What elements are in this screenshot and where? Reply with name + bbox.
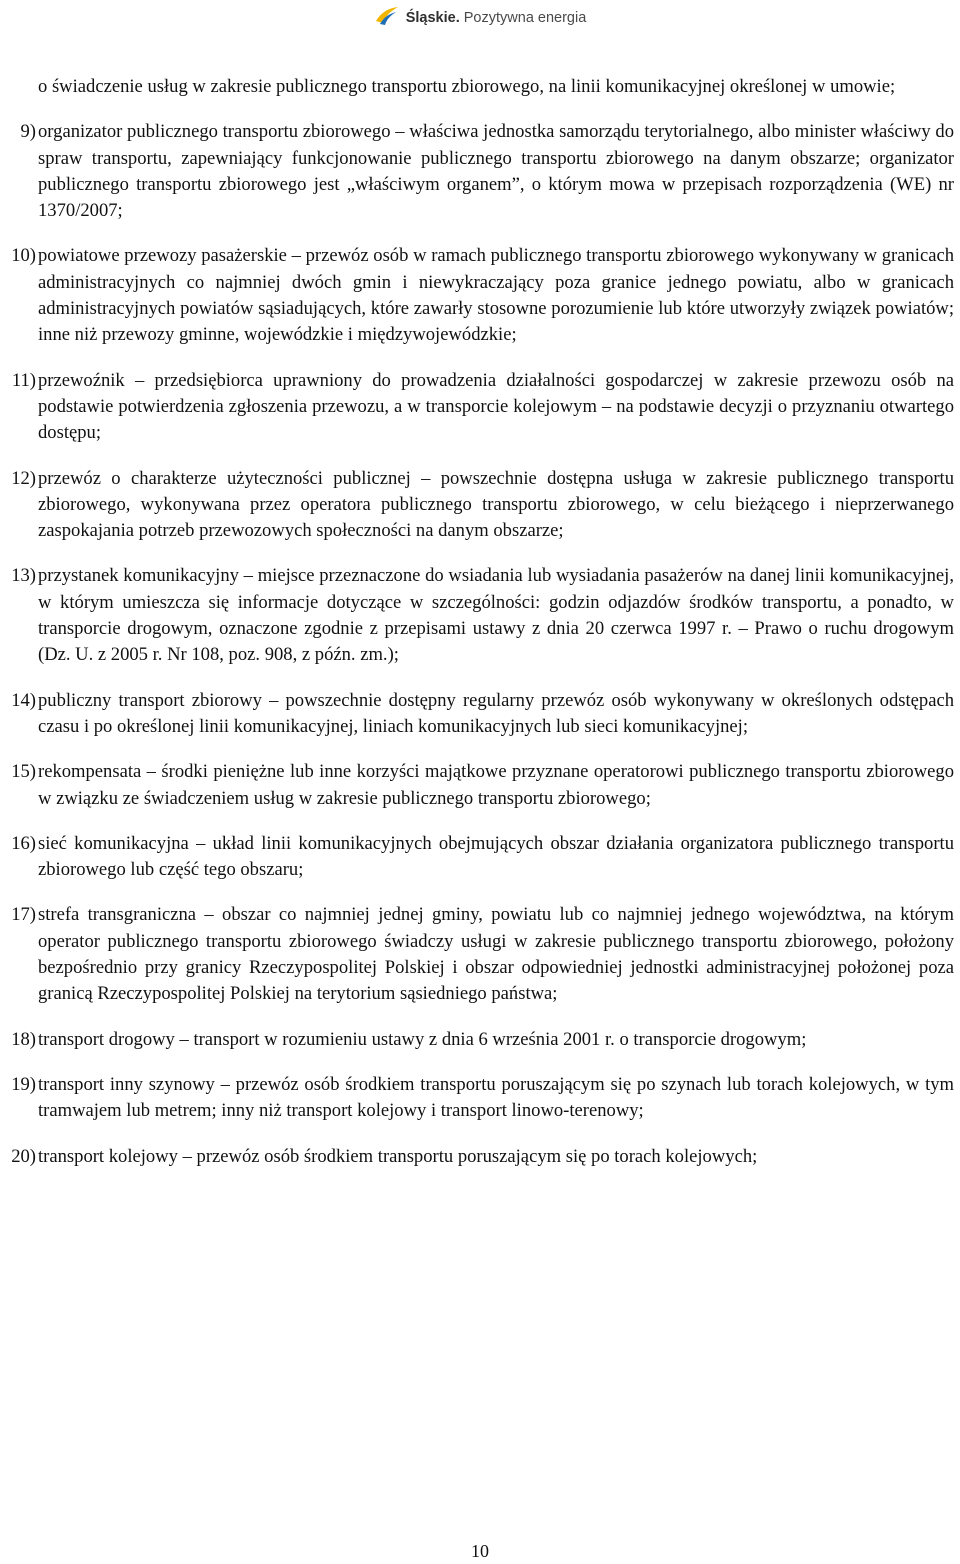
lead-paragraph: o świadczenie usług w zakresie publicznego transportu zbiorowego, na linii komunikacyjnej określonej w umowie;	[38, 76, 896, 97]
item-number: 17)	[11, 904, 36, 926]
list-item	[11, 1027, 954, 1053]
brand-logo	[406, 10, 587, 26]
item-text: transport drogowy – transport w rozumieniu ustawy z dnia 6 września 2001 r. o transporcie drogowym;	[38, 1028, 807, 1050]
item-text: transport kolejowy – przewóz osób środkiem transportu poruszającym się po torach kolejowych;	[38, 1145, 758, 1167]
list-item	[11, 563, 954, 668]
item-number: 11)	[11, 369, 36, 391]
item-text: transport inny szynowy – przewóz osób środkiem transportu poruszającym się po szynach lub torach kolejowych, w tym tramwajem lub metrem; inny niż transport kolejowy i transport linowo-terenowy;	[38, 1073, 954, 1122]
list-item	[11, 688, 954, 741]
list-item	[11, 243, 954, 348]
page-header	[0, 6, 960, 30]
bird-logo-icon	[374, 5, 400, 32]
list-item	[11, 759, 954, 812]
item-number: 12)	[11, 467, 36, 489]
item-text: organizator publicznego transportu zbiorowego – właściwa jednostka samorządu terytorialnego, albo minister właściwy do spraw transportu, zapewniający funkcjonowanie publicznego transportu zbiorowego na danym obszarze; organizator publicznego transportu zbiorowego jest „właściwym organem”, o którym mowa w przepisach rozporządzenia (WE) nr 1370/2007;	[38, 121, 954, 222]
item-number: 20)	[11, 1145, 36, 1167]
list-item	[20, 119, 954, 224]
item-text: sieć komunikacyjna – układ linii komunikacyjnych obejmujących obszar działania organizatora publicznego transportu zbiorowego lub część tego obszaru;	[38, 832, 954, 881]
item-text: rekompensata – środki pieniężne lub inne korzyści majątkowe przyznane operatorowi publicznego transportu zbiorowego w związku ze świadczeniem usług w zakresie publicznego transportu zbiorowego;	[38, 761, 954, 809]
item-text: strefa transgraniczna – obszar co najmniej jednej gminy, powiatu lub co najmniej jednego województwa, na którym operator publicznego transportu zbiorowego świadczy usługi w zakresie publicznego transportu zbiorowego, położony bezpośrednio przy granicy Rzeczypospolitej Polskiej i obszar odpowiedniej jednostki administracyjnej położonej poza granicą Rzeczypospolitej Polskiej na terytorium sąsiedniego państwa;	[38, 904, 954, 1005]
item-number: 16)	[11, 832, 36, 854]
item-text: przystanek komunikacyjny – miejsce przeznaczone do wsiadania lub wysiadania pasażerów na danej linii komunikacyjnej, w którym umieszcza się informacje dotyczące w szczególności: godzin odjazdów środków transportu, a ponadto, w transporcie drogowym, oznaczone zgodnie z przepisami ustawy z dnia 20 czerwca 1997 r. – Prawo o ruchu drogowym (Dz. U. z 2005 r. Nr 108, poz. 908, z późn. zm.);	[38, 565, 954, 666]
brand-tagline: Pozytywna energia	[463, 10, 587, 26]
item-number: 15)	[11, 761, 36, 783]
item-number: 13)	[11, 565, 36, 587]
item-text: przewóz o charakterze użyteczności publicznej – powszechnie dostępna usługa w zakresie publicznego transportu zbiorowego, wykonywana przez operatora publicznego transportu zbiorowego, w celu bieżącego i nieprzerwanego zaspokajania potrzeb przewozowych społeczności na danym obszarze;	[38, 467, 954, 542]
page-number: 10	[471, 1541, 489, 1561]
list-item	[11, 466, 954, 545]
list-item	[11, 902, 954, 1007]
item-text: powiatowe przewozy pasażerskie – przewóz osób w ramach publicznego transportu zbiorowego wykonywany w granicach administracyjnych co najmniej dwóch gmin i niewykraczający poza granice jednego powiatu, albo w granicach administracyjnych powiatów sąsiadujących, które zawarły stosowne porozumienie lub które utworzyły związek powiatów; inne niż przewozy gminne, wojewódzkie i międzywojewódzkie;	[38, 245, 954, 346]
item-number: 14)	[11, 689, 36, 711]
item-number: 10)	[11, 245, 36, 267]
document-body	[11, 74, 954, 1170]
list-item	[11, 1144, 954, 1170]
list-item	[11, 368, 954, 447]
list-item	[11, 831, 954, 884]
brand-name: Śląskie.	[405, 10, 460, 26]
item-number: 18)	[11, 1028, 36, 1050]
item-text: publiczny transport zbiorowy – powszechnie dostępny regularny przewóz osób wykonywany w określonych odstępach czasu i po określonej linii komunikacyjnej, liniach komunikacyjnych lub sieci komunikacyjnej;	[38, 689, 954, 737]
item-text: przewoźnik – przedsiębiorca uprawniony do prowadzenia działalności gospodarczej w zakresie przewozu osób na podstawie potwierdzenia zgłoszenia przewozu, a w transporcie kolejowym – na podstawie decyzji o przyznaniu otwartego dostępu;	[38, 369, 954, 444]
item-number: 9)	[20, 121, 36, 143]
item-number: 19)	[11, 1073, 36, 1095]
list-item	[11, 1072, 954, 1125]
definitions-list	[11, 119, 954, 1170]
